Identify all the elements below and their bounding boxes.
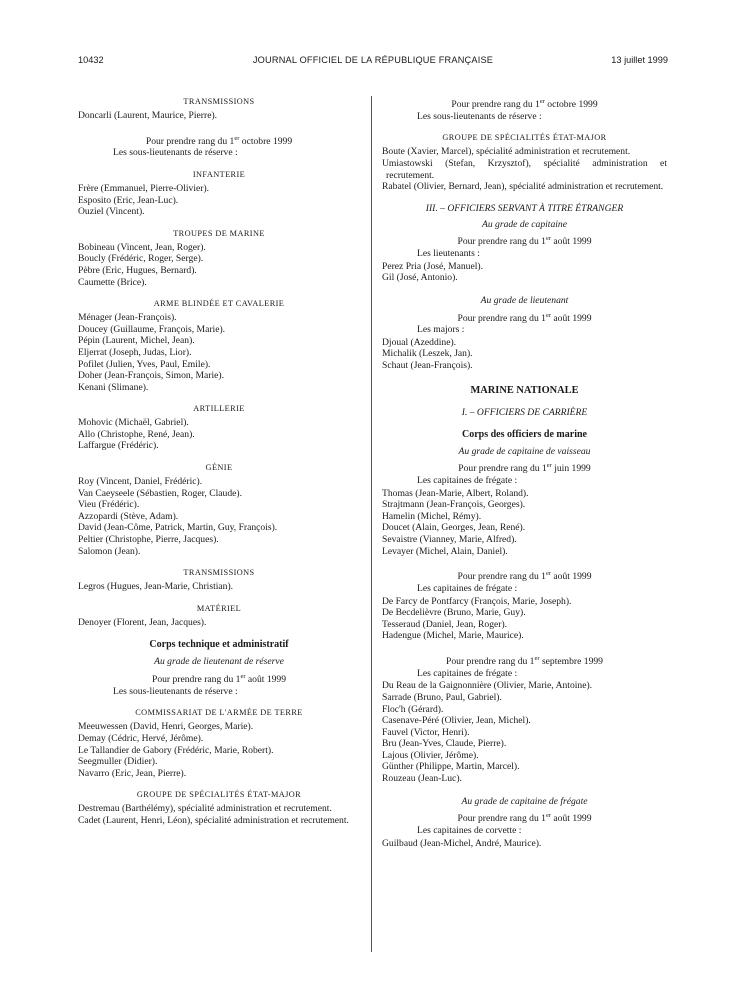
rank-block bbox=[382, 96, 667, 122]
name-entry: De Farcy de Pontfarcy (François, Marie, Joseph). bbox=[382, 595, 572, 607]
section-heading: COMMISSARIAT DE L'ARMÉE DE TERRE bbox=[135, 708, 303, 718]
section-heading: ARME BLINDÉE ET CAVALERIE bbox=[153, 299, 285, 309]
name-entry: De Becdelièvre (Bruno, Marie, Guy). bbox=[382, 607, 526, 619]
name-entry: Sarrade (Bruno, Paul, Gabriel). bbox=[382, 691, 502, 703]
section-heading: INFANTERIE bbox=[192, 169, 246, 179]
rank-group: Les majors : bbox=[417, 324, 465, 336]
grade-heading: Au grade de capitaine bbox=[482, 218, 567, 230]
name-entry: Doucey (Guillaume, François, Marie). bbox=[78, 323, 226, 335]
name-entry: Djoual (Azeddine). bbox=[382, 336, 457, 348]
rank-group: Les sous-lieutenants de réserve : bbox=[417, 110, 542, 122]
name-entry: Allo (Christophe, René, Jean). bbox=[78, 428, 195, 440]
name-entry: Ménager (Jean-François). bbox=[78, 312, 177, 324]
name-entry: Rouzeau (Jean-Luc). bbox=[382, 773, 462, 785]
grade-heading: Au grade de lieutenant de réserve bbox=[154, 656, 284, 668]
name-entry: Demay (Cédric, Hervé, Jérôme). bbox=[78, 732, 204, 744]
name-entry: Doucet (Alain, Georges, Jean, René). bbox=[382, 522, 526, 534]
name-entry: Tesseraud (Daniel, Jean, Roger). bbox=[382, 618, 508, 630]
rank-block bbox=[382, 233, 667, 259]
column-divider bbox=[371, 96, 372, 952]
name-entry: Frère (Emmanuel, Pierre-Olivier). bbox=[78, 182, 210, 194]
name-entry: Günther (Philippe, Martin, Marcel). bbox=[382, 761, 520, 773]
section-heading: TROUPES DE MARINE bbox=[173, 228, 265, 238]
rank-date: Pour prendre rang du 1er août 1999 bbox=[457, 570, 592, 583]
name-entry: Van Caeyseele (Sébastien, Roger, Claude). bbox=[78, 487, 242, 499]
rank-block bbox=[382, 310, 667, 336]
name-entry: Destremau (Barthélémy), spécialité administration et recrutement. bbox=[78, 803, 332, 815]
rank-date: Pour prendre rang du 1er octobre 1999 bbox=[451, 98, 598, 111]
name-entry: Rabatel (Olivier, Bernard, Jean), spécialité administration et recrutement. bbox=[382, 181, 664, 193]
service-heading: MARINE NATIONALE bbox=[470, 384, 579, 396]
name-entry: Hadengue (Michel, Marie, Maurice). bbox=[382, 630, 524, 642]
left-column bbox=[78, 96, 360, 827]
grade-heading: Au grade de lieutenant bbox=[480, 294, 569, 306]
name-entry: Gil (José, Antonio). bbox=[382, 272, 458, 284]
name-entry: Fauvel (Victor, Henri). bbox=[382, 726, 470, 738]
name-entry: Pofilet (Julien, Yves, Paul, Emile). bbox=[78, 358, 211, 370]
rank-block bbox=[382, 810, 667, 836]
name-entry: Esposito (Eric, Jean-Luc). bbox=[78, 194, 179, 206]
journal-title: JOURNAL OFFICIEL DE LA RÉPUBLIQUE FRANÇAISE bbox=[252, 55, 494, 65]
rank-date: Pour prendre rang du 1er juin 1999 bbox=[458, 462, 591, 475]
rank-date: Pour prendre rang du 1er août 1999 bbox=[151, 673, 287, 686]
section-heading: GÉNIE bbox=[205, 463, 233, 473]
name-entry: Navarro (Eric, Jean, Pierre). bbox=[78, 767, 187, 779]
issue-date: 13 juillet 1999 bbox=[611, 55, 668, 65]
name-entry: Le Tallandier de Gabory (Frédéric, Marie, Robert). bbox=[78, 744, 274, 756]
name-entry: Du Reau de la Gaignonnière (Olivier, Marie, Antoine). bbox=[382, 680, 593, 692]
name-entry: Schaut (Jean-François). bbox=[382, 360, 473, 372]
name-entry: Peltier (Christophe, Pierre, Jacques). bbox=[78, 534, 219, 546]
name-entry: Cadet (Laurent, Henri, Léon), spécialité administration et recrutement. bbox=[78, 814, 349, 826]
name-entry: Michalik (Leszek, Jan). bbox=[382, 348, 473, 360]
grade-heading: Au grade de capitaine de vaisseau bbox=[458, 445, 591, 457]
rank-block bbox=[78, 671, 360, 697]
name-entry: Casenave-Péré (Olivier, Jean, Michel). bbox=[382, 715, 531, 727]
corps-heading: Corps technique et administratif bbox=[149, 639, 289, 651]
name-entry: Roy (Vincent, Daniel, Frédéric). bbox=[78, 476, 203, 488]
name-entry: Lajous (Olivier, Jérôme). bbox=[382, 749, 479, 761]
rank-group: Les sous-lieutenants de réserve : bbox=[113, 147, 238, 159]
name-entry: Seegmuller (Didier). bbox=[78, 756, 158, 768]
name-entry: Legros (Hugues, Jean-Marie, Christian). bbox=[78, 581, 234, 593]
rank-date: Pour prendre rang du 1er août 1999 bbox=[457, 235, 592, 248]
rank-block bbox=[78, 133, 360, 159]
page-header bbox=[78, 55, 668, 69]
name-entry: Meeuwessen (David, Henri, Georges, Marie). bbox=[78, 721, 254, 733]
name-entry: Bru (Jean-Yves, Claude, Pierre). bbox=[382, 738, 507, 750]
name-entry: Caumette (Brice). bbox=[78, 276, 147, 288]
name-entry: Doncarli (Laurent, Maurice, Pierre). bbox=[78, 110, 218, 121]
name-entry: Boute (Xavier, Marcel), spécialité administration et recrutement. bbox=[382, 146, 631, 158]
name-entry: Vieu (Frédéric). bbox=[78, 499, 140, 511]
section-heading: MATÉRIEL bbox=[196, 603, 242, 613]
name-entry: Salomon (Jean). bbox=[78, 545, 141, 557]
name-entry: Laffargue (Frédéric). bbox=[78, 440, 159, 452]
name-entry: Floc'h (Gérard). bbox=[382, 703, 444, 715]
name-entry: Pépin (Laurent, Michel, Jean). bbox=[78, 335, 195, 347]
name-entry: Levayer (Michel, Alain, Daniel). bbox=[382, 545, 508, 557]
name-entry: Boucly (Frédéric, Roger, Serge). bbox=[78, 253, 204, 265]
name-entry: Guilbaud (Jean-Michel, André, Maurice). bbox=[382, 837, 542, 849]
rank-date: Pour prendre rang du 1er septembre 1999 bbox=[446, 654, 603, 668]
right-column bbox=[382, 96, 667, 849]
rank-block bbox=[382, 460, 667, 486]
name-entry: Perez Pria (José, Manuel). bbox=[382, 260, 483, 272]
rank-date: Pour prendre rang du 1er août 1999 bbox=[457, 812, 592, 825]
section-heading: GROUPE DE SPÉCIALITÉS ÉTAT-MAJOR bbox=[442, 133, 607, 143]
rank-group: Les capitaines de frégate : bbox=[417, 475, 518, 487]
name-entry: Bobineau (Vincent, Jean, Roger). bbox=[78, 241, 206, 253]
section-heading: TRANSMISSIONS bbox=[183, 568, 255, 578]
name-entry: Sevaistre (Vianney, Marie, Alfred). bbox=[382, 534, 517, 545]
page-number: 10432 bbox=[78, 55, 104, 65]
name-entry: Mohovic (Michaël, Gabriel). bbox=[78, 417, 189, 429]
name-entry: Azzopardi (Stève, Adam). bbox=[78, 510, 179, 522]
section-heading: GROUPE DE SPÉCIALITÉS ÉTAT-MAJOR bbox=[136, 790, 302, 800]
section-heading: TRANSMISSIONS bbox=[183, 97, 255, 106]
rank-group: Les lieutenants : bbox=[417, 248, 480, 260]
rank-group: Les sous-lieutenants de réserve : bbox=[113, 685, 238, 697]
rank-block bbox=[382, 653, 667, 679]
rank-group: Les capitaines de corvette : bbox=[417, 825, 522, 837]
name-entry: David (Jean-Côme, Patrick, Martin, Guy, François). bbox=[78, 522, 278, 534]
name-entry: Kenani (Slimane). bbox=[78, 381, 149, 393]
rank-group: Les capitaines de frégate : bbox=[417, 582, 518, 594]
grade-heading: Au grade de capitaine de frégate bbox=[461, 795, 588, 807]
name-entry: Doher (Jean-François, Simon, Marie). bbox=[78, 370, 225, 382]
section-heading: ARTILLERIE bbox=[193, 404, 245, 414]
corps-heading: Corps des officiers de marine bbox=[462, 428, 587, 440]
rank-group: Les capitaines de frégate : bbox=[417, 667, 518, 679]
name-entry: Denoyer (Florent, Jean, Jacques). bbox=[78, 616, 207, 628]
name-entry: Eljerrat (Joseph, Judas, Lior). bbox=[78, 346, 192, 358]
name-entry: Umiastowski (Stefan, Krzysztof), spécialité administration et recrutement. bbox=[382, 157, 667, 181]
rank-block bbox=[382, 568, 667, 594]
name-entry: Thomas (Jean-Marie, Albert, Roland). bbox=[382, 487, 529, 499]
name-entry: Pèbre (Eric, Hugues, Bernard). bbox=[78, 264, 197, 276]
rank-date: Pour prendre rang du 1er octobre 1999 bbox=[145, 134, 293, 147]
part-heading: III. – OFFICIERS SERVANT À TITRE ÉTRANGER bbox=[425, 202, 624, 214]
part-heading: I. – OFFICIERS DE CARRIÈRE bbox=[461, 406, 588, 418]
rank-date: Pour prendre rang du 1er août 1999 bbox=[457, 311, 592, 324]
name-entry: Hamelin (Michel, Rémy). bbox=[382, 510, 482, 522]
name-entry: Strajtmann (Jean-François, Georges). bbox=[382, 499, 526, 511]
name-entry: Ouziel (Vincent). bbox=[78, 206, 145, 218]
